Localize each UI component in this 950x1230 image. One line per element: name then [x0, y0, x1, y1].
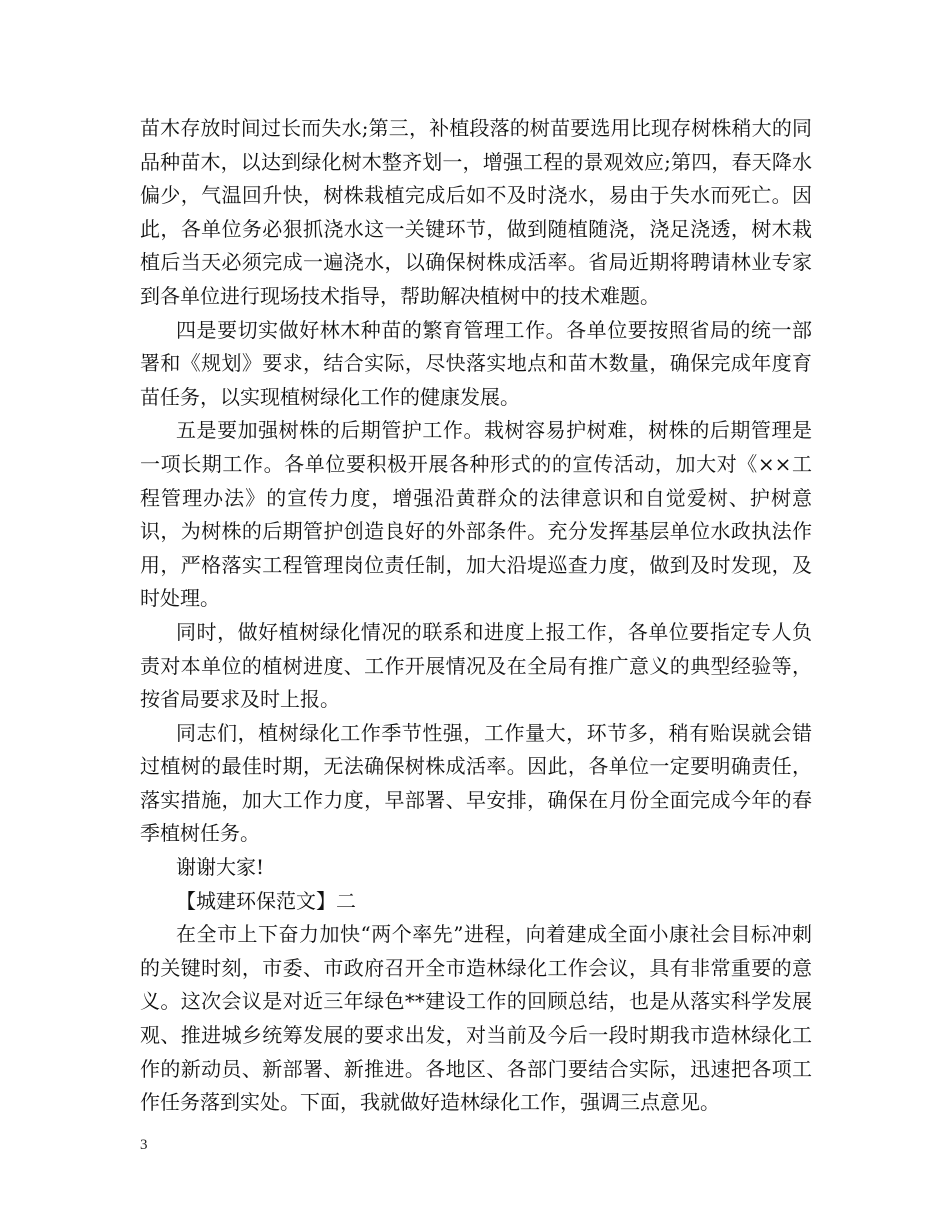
paragraph-reporting: 同时，做好植树绿化情况的联系和进度上报工作，各单位要指定专人负责对本单位的植树进度、工作开展情况及在全局有推广意义的典型经验等，按省局要求及时上报。 [140, 619, 812, 712]
document-body [140, 112, 812, 1120]
paragraph-item-four: 四是要切实做好林木种苗的繁育管理工作。各单位要按照省局的统一部署和《规划》要求，结合实际，尽快落实地点和苗木数量，确保完成年度育苗任务，以实现植树绿化工作的健康发展。 [140, 317, 812, 409]
paragraph-continuation: 苗木存放时间过长而失水;第三，补植段落的树苗要选用比现存树株稍大的同品种苗木，以达到绿化树木整齐划一，增强工程的景观效应;第四，春天降水偏少，气温回升快，树株栽植完成后如不及时浇水，易由于失水而死亡。因此，各单位务必狠抓浇水这一关键环节，做到随植随浇，浇足浇透，树木栽植后当天必须完成一遍浇水，以确保树株成活率。省局近期将聘请林业专家到各单位进行现场技术指导，帮助解决植树中的技术难题。 [140, 116, 812, 308]
page-number: 3 [140, 1137, 148, 1153]
section-heading: 【城建环保范文】二 [176, 888, 356, 913]
paragraph-closing: 同志们，植树绿化工作季节性强，工作量大，环节多，稍有贻误就会错过植树的最佳时期，无法确保树株成活率。因此，各单位一定要明确责任，落实措施，加大工作力度，早部署、早安排，确保在月份全面完成今年的春季植树任务。 [140, 720, 812, 846]
paragraph-thanks: 谢谢大家! [176, 855, 265, 880]
paragraph-intro: 在全市上下奋力加快“两个率先”进程，向着建成全面小康社会目标冲刺的关键时刻，市委、市政府召开全市造林绿化工作会议，具有非常重要的意义。这次会议是对近三年绿色**建设工作的回顾总结，也是从落实科学发展观、推进城乡统筹发展的要求出发，对当前及今后一段时期我市造林绿化工作的新动员、新部署、新推进。各地区、各部门要结合实际，迅速把各项工作任务落到实处。下面，我就做好造林绿化工作，强调三点意见。 [140, 922, 812, 1115]
paragraph-item-five: 五是要加强树株的后期管护工作。栽树容易护树难，树株的后期管理是一项长期工作。各单位要积极开展各种形式的的宣传活动，加大对《××工程管理办法》的宣传力度，增强沿黄群众的法律意识和自觉爱树、护树意识，为树株的后期管护创造良好的外部条件。充分发挥基层单位水政执法作用，严格落实工程管理岗位责任制，加大沿堤巡查力度，做到及时发现，及时处理。 [140, 418, 812, 611]
